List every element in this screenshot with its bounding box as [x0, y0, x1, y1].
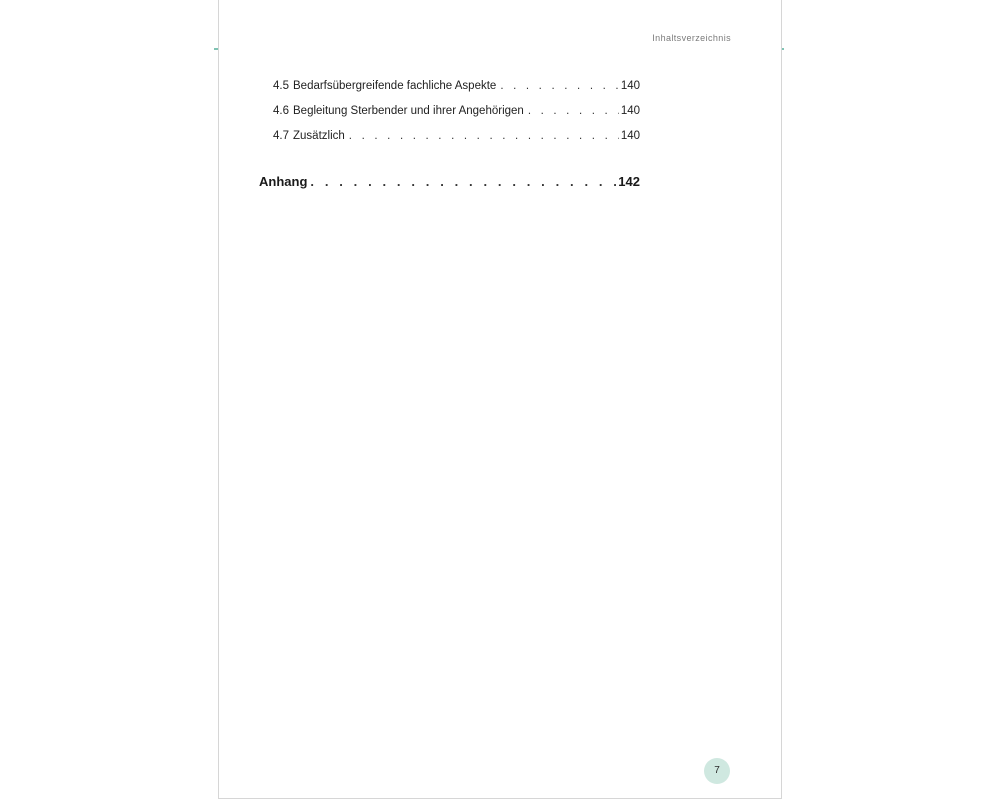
toc-entry-title: Bedarfsübergreifende fachliche Aspekte [293, 80, 497, 92]
toc-entry-4-6[interactable] [273, 105, 640, 117]
toc-entry-4-5[interactable] [273, 80, 640, 92]
toc-entry-number: 4.5 [273, 80, 289, 92]
toc-chapter-anhang[interactable] [259, 174, 640, 189]
toc-entry-4-7[interactable] [273, 130, 640, 142]
dot-leader [528, 105, 619, 117]
page-number-badge: 7 [704, 758, 730, 784]
toc-entry-page: 140 [620, 105, 640, 117]
toc-entry-page: 140 [620, 130, 640, 142]
document-page [218, 0, 782, 799]
toc-entry-page: 140 [620, 80, 640, 92]
toc-entry-number: 4.6 [273, 105, 289, 117]
dot-leader [500, 80, 619, 92]
toc-entry-number: 4.7 [273, 130, 289, 142]
toc-entry-title: Begleitung Sterbender und ihrer Angehörigen [293, 105, 524, 117]
running-header: Inhaltsverzeichnis [652, 33, 731, 43]
toc-entry-title: Zusätzlich [293, 130, 345, 142]
dot-leader [349, 130, 619, 142]
dot-leader [310, 174, 618, 189]
toc-chapter-title: Anhang [259, 174, 308, 189]
toc-chapter-page: 142 [618, 174, 640, 189]
